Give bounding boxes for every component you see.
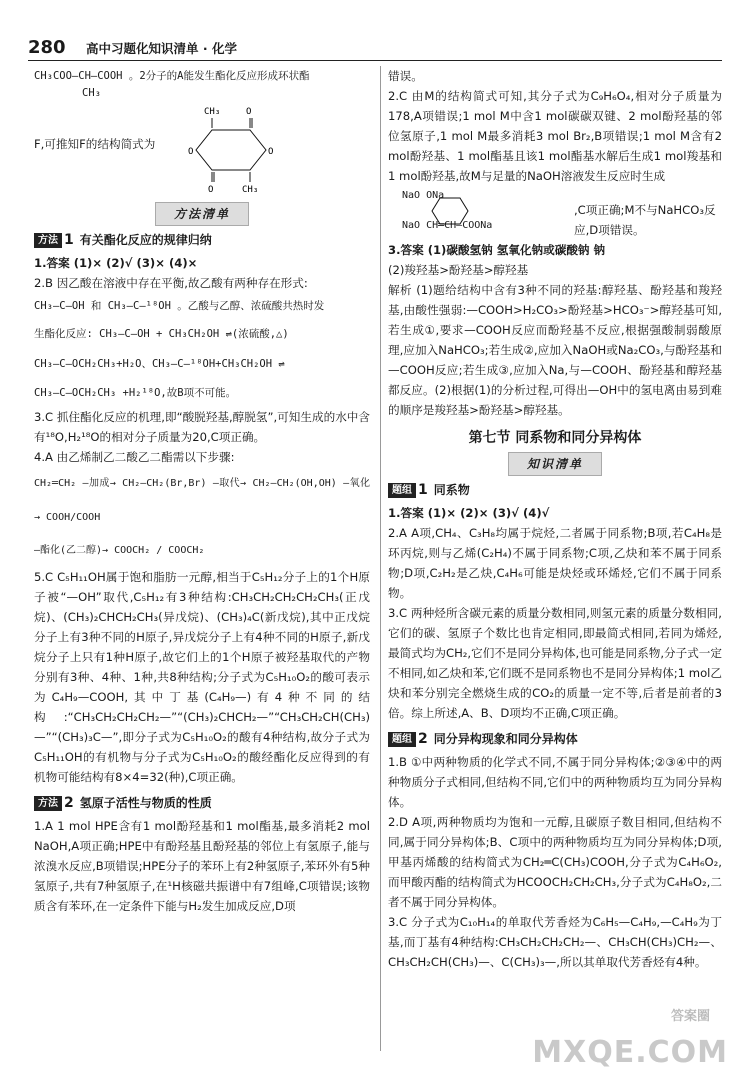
section-banner: 知识清单 [388, 452, 722, 476]
right-column [388, 66, 722, 972]
answer-line: 1.答案 (1)× (2)× (3)√ (4)√ [388, 506, 550, 520]
text-line: 2.C 由M的结构简式可知,其分子式为C₉H₆O₄,相对分子质量为178,A项错误;1 mol M中含1 mol碳碳双键、2 mol酚羟基的邻位氢原子,1 mol M最多消耗3 mol Br₂,B项错误;1 mol M含有2 mol酚羟基、1 mol酯基且该1 mol酯基水解后生成1 mol羧基和1 mol酚羟基,故M与足量的NaOH溶液发生反应时生成 [388, 89, 722, 183]
text-line: CH₃COO—CH—COOH 。2分子的A能发生酯化反应形成环状酯 [34, 70, 310, 82]
svg-text:CH₃: CH₃ [242, 185, 259, 195]
text-line: 3.C 两种烃所含碳元素的质量分数相同,则氢元素的质量分数相同,它们的碳、氢原子个数比也肯定相同,即最简式相同,若同为烯烃,最简式均为CH₂,它们不是同分异构体,也可能是同系物,分子式一定不相同,如乙炔和苯,它们既不是同系物也不是同分异构体;1 mol乙炔和苯分别完全燃烧生成的CO₂的质量一定不等,后者是前者的3倍。综上所述,A、B、D项均不正确,C项正确。 [388, 606, 722, 720]
cyclic-ester-diagram [172, 102, 282, 198]
text-line: 3.C 抓住酯化反应的机理,即“酸脱羟基,醇脱氢”,可知生成的水中含有¹⁸O,H₂¹⁸O的相对分子质量为20,C项正确。 [34, 410, 370, 444]
text-line: 2.D A项,两种物质均为饱和一元醇,且碳原子数目相同,但结构不同,属于同分异构体;B、C项中的两种物质均互为同分异构体;D项,甲基丙烯酸的结构简式为CH₂═C(CH₃)COOH,分子式为C₄H₆O₂,而甲酸丙酯的结构简式为HCOOCH₂CH₂CH₃,分子式为C₄H₈O₂,二者不属于同分异构体。 [388, 815, 722, 909]
answer-line: 1.答案 (1)× (2)√ (3)× (4)× [34, 256, 198, 270]
left-column [34, 66, 370, 916]
reaction-chain: —酯化(乙二醇)→ COOCH₂ / COOCH₂ [34, 545, 205, 556]
running-title: 高中习题化知识清单 · 化学 [86, 41, 237, 56]
page-number: 280 [28, 37, 66, 58]
text-line: 5.C C₅H₁₁OH属于饱和脂肪一元醇,相当于C₅H₁₂分子上的1个H原子被“—OH”取代,C₅H₁₂有3种结构:CH₃CH₂CH₂CH₂CH₃(正戊烷)、(CH₃)₂CHCH₂CH₃(异戊烷)、(CH₃)₄C(新戊烷),其中正戊烷分子上有3种不同的H原子,异戊烷分子上有4种不同的H原子,新戊烷分子上只有1种H原子,故它们上的1个H原子被羟基取代的产物分别有3种、4种、1种,共8种结构;分子式为C₅H₁₀O₂的酸可表示为C₄H₉—COOH,其中丁基(C₄H₉—)有4种不同的结构:“CH₃CH₂CH₂CH₂—”“(CH₃)₂CHCH₂—”“CH₃CH₂CH(CH₃)—”“(CH₃)₃C—”,即分子式为C₅H₁₀O₂的酸有4种结构,故分子式为C₅H₁₁OH的有机物与分子式为C₅H₁₀O₂的酸经酯化反应得到的有机物可能结构有8×4=32(种),C项正确。 [34, 570, 370, 784]
text-line: 生酯化反应: CH₃—C—OH + CH₃CH₂OH ⇌(浓硫酸,△) [34, 328, 289, 340]
svg-text:O: O [268, 147, 274, 157]
reaction-chain: CH₂═CH₂ —加成→ CH₂—CH₂(Br,Br) —取代→ CH₂—CH₂(OH,OH) —氧化→ COOH/COOH [34, 478, 370, 523]
text-line: 1.A 1 mol HPE含有1 mol酚羟基和1 mol酯基,最多消耗2 mol NaOH,A项正确;HPE中有酚羟基且酚羟基的邻位上有氢原子,能与浓溴水反应,B项错误;HPE分子的苯环上有2种氢原子,苯环外有5种氢原子,共有7种氢原子,在¹H核磁共振谱中有7组峰,C项错误;该物质含有苯环,在一定条件下能与H₂发生加成反应,D项 [34, 819, 370, 913]
section-heading: 方法 1 有关酯化反应的规律归纳 [34, 230, 370, 250]
watermark: MXQE.COM [532, 1035, 728, 1070]
text-line: 1.B ①中两种物质的化学式不同,不属于同分异构体;②③④中的两种物质分子式相同,但结构不同,它们中的两种物质均互为同分异构体。 [388, 755, 722, 809]
text-line: CH₃ [82, 87, 101, 99]
section-heading: 题组 2 同分异构现象和同分异构体 [388, 729, 722, 749]
text-line: 4.A 由乙烯制乙二酸乙二酯需以下步骤: [34, 450, 235, 464]
section-heading: 方法 2 氢原子活性与物质的性质 [34, 793, 370, 813]
text-line: 3.C 分子式为C₁₀H₁₄的单取代芳香烃为C₆H₅—C₄H₉,—C₄H₉为丁基,而丁基有4种结构:CH₃CH₂CH₂CH₂—、CH₃CH(CH₃)CH₂—、CH₃CH₂CH(CH₃)—、C(CH₃)₃—,所以其单取代芳香烃有4种。 [388, 915, 722, 969]
text-line: 解析 (1)题给结构中含有3种不同的羟基:醇羟基、酚羟基和羧羟基,由酸性强弱:—COOH>H₂CO₃>酚羟基>HCO₃⁻>醇羟基可知,若生成①,要求—COOH反应而酚羟基不反应,根据强酸制弱酸原理,应加入NaHCO₃;若生成②,应加入NaOH或Na₂CO₃,与酚羟基和—COOH反应;若生成③,应加入Na,与—COOH、酚羟基和醇羟基都反应。(2)根据(1)的分析过程,可得出—OH中的氢电离由易到难的顺序是羧羟基>酚羟基>醇羟基。 [388, 283, 722, 417]
svg-text:O: O [188, 147, 194, 157]
chapter-title: 第七节 同系物和同分异构体 [468, 430, 642, 446]
text-line: (2)羧羟基>酚羟基>醇羟基 [388, 263, 529, 277]
text-line: F,可推知F的结构简式为 [34, 137, 156, 151]
page-header [28, 36, 722, 61]
text-line: CH₃—C—OH 和 CH₃—C—¹⁸OH 。乙酸与乙醇、浓硫酸共热时发 [34, 300, 325, 312]
watermark-tag: 答案圈 [670, 1009, 710, 1024]
text-line: 2.A A项,CH₄、C₃H₈均属于烷烃,二者属于同系物;B项,若C₄H₈是环丙烷,则与乙烯(C₂H₄)不属于同系物;C项,乙炔和苯不属于同系物;D项,C₂H₂是乙炔,C₄H₆可能是炔烃或环烯烃,它们不属于同系物。 [388, 526, 722, 600]
text-line: 错误。 [388, 69, 423, 83]
text-line: CH₃—C—OCH₂CH₃+H₂O、CH₃—C—¹⁸OH+CH₃CH₂OH ⇌ [34, 358, 285, 370]
section-heading: 题组 1 同系物 [388, 480, 722, 500]
benzene-ring-icon [430, 196, 470, 226]
text-line: 2.B 因乙酸在溶液中存在平衡,故乙酸有两种存在形式: [34, 276, 308, 290]
section-banner: 方法清单 [34, 202, 370, 226]
ring-structure [34, 102, 370, 198]
svg-text:O: O [246, 107, 252, 117]
answer-line: 3.答案 (1)碳酸氢钠 氢氧化钠或碳酸钠 钠 [388, 243, 606, 257]
svg-text:O: O [208, 185, 214, 195]
sodium-salt-structure: NaO ONa NaO CH═CH—COONa ,C项正确;M不与NaHCO₃反应,D项错误。 [402, 190, 716, 237]
column-divider [380, 66, 381, 1051]
svg-text:CH₃: CH₃ [204, 107, 221, 117]
text-line: CH₃—C—OCH₂CH₃ +H₂¹⁸O,故B项不可能。 [34, 387, 237, 399]
